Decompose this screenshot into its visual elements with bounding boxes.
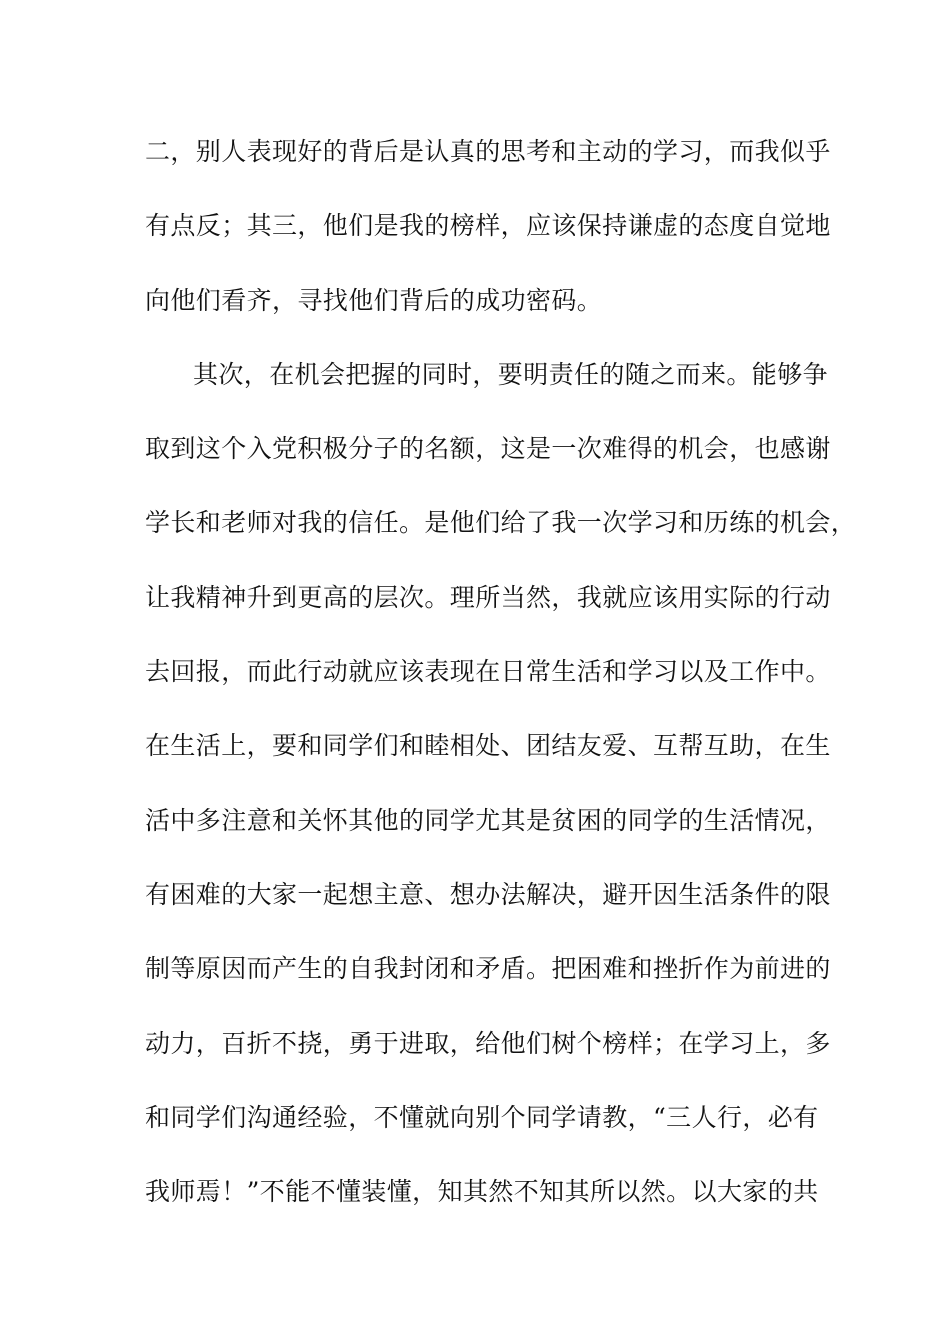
body-text: [145, 129, 857, 1243]
text-line: 去回报，而此行动就应该表现在日常生活和学习以及工作中。: [145, 657, 831, 687]
text-line: 活中多注意和关怀其他的同学尤其是贫困的同学的生活情况，: [145, 805, 831, 835]
text-line: 取到这个入党积极分子的名额，这是一次难得的机会，也感谢: [145, 434, 831, 464]
text-line: 动力，百折不挠，勇于进取，给他们树个榜样；在学习上，多: [145, 1028, 831, 1058]
text-line: 制等原因而产生的自我封闭和矛盾。把困难和挫折作为前进的: [145, 954, 831, 984]
text-line: 向他们看齐，寻找他们背后的成功密码。: [145, 285, 603, 315]
text-line: 在生活上，要和同学们和睦相处、团结友爱、互帮互助，在生: [145, 731, 831, 761]
text-line: 和同学们沟通经验，不懂就向别个同学请教，“三人行，必有: [145, 1102, 819, 1132]
text-line: 二，别人表现好的背后是认真的思考和主动的学习，而我似乎: [145, 137, 831, 166]
text-line: 学长和老师对我的信任。是他们给了我一次学习和历练的机会，: [145, 508, 857, 538]
text-line: 让我精神升到更高的层次。理所当然，我就应该用实际的行动: [145, 582, 831, 612]
text-line: 我师焉！”不能不懂装懂，知其然不知其所以然。以大家的共: [145, 1177, 819, 1207]
text-line: 有困难的大家一起想主意、想办法解决，避开因生活条件的限: [145, 879, 831, 909]
paragraph-start-line: 其次，在机会把握的同时，要明责任的随之而来。能够争: [193, 359, 829, 389]
text-line: 有点反；其三，他们是我的榜样，应该保持谦虚的态度自觉地: [145, 211, 831, 241]
